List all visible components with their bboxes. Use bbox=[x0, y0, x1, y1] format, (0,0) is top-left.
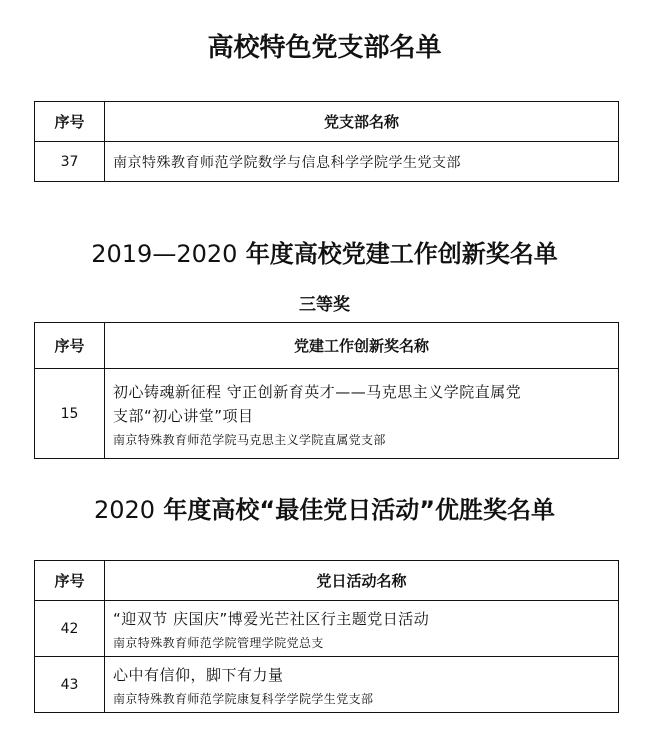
table-row bbox=[35, 369, 619, 459]
header-number: 序号 bbox=[35, 323, 105, 369]
row-name: 南京特殊教育师范学院数学与信息科学学院学生党支部 bbox=[113, 154, 461, 171]
table-row bbox=[35, 601, 619, 657]
header-name: 党支部名称 bbox=[105, 102, 619, 142]
row-name-line1: 初心铸魂新征程 守正创新育英才——马克思主义学院直属党 bbox=[113, 382, 522, 401]
row-number: 15 bbox=[35, 369, 105, 459]
header-name: 党日活动名称 bbox=[105, 561, 619, 601]
innovation-award-table bbox=[34, 322, 619, 459]
section3-title-rest: 年度高校“最佳党日活动”优胜奖名单 bbox=[155, 496, 555, 524]
row-unit: 南京特殊教育师范学院康复科学学院学生党支部 bbox=[113, 691, 374, 706]
section2-title-year: 2019—2020 bbox=[91, 240, 238, 268]
branch-table bbox=[34, 101, 619, 182]
header-number: 序号 bbox=[35, 102, 105, 142]
row-number: 42 bbox=[35, 601, 105, 657]
party-day-award-table bbox=[34, 560, 619, 713]
table-row bbox=[35, 142, 619, 182]
table-row bbox=[35, 657, 619, 713]
header-name: 党建工作创新奖名称 bbox=[105, 323, 619, 369]
row-number: 43 bbox=[35, 657, 105, 713]
row-entry-cell bbox=[105, 369, 619, 459]
row-unit: 南京特殊教育师范学院管理学院党总支 bbox=[113, 635, 324, 650]
row-unit: 南京特殊教育师范学院马克思主义学院直属党支部 bbox=[113, 432, 386, 447]
table-header-row bbox=[35, 323, 619, 369]
row-name: “迎双节 庆国庆”博爱光芒社区行主题党日活动 bbox=[113, 609, 430, 628]
row-number: 37 bbox=[35, 142, 105, 182]
section3-title bbox=[0, 490, 649, 525]
row-name-cell bbox=[105, 142, 619, 182]
header-number: 序号 bbox=[35, 561, 105, 601]
section2-title bbox=[0, 234, 649, 269]
row-name: 心中有信仰，脚下有力量 bbox=[113, 665, 284, 684]
section1-title: 高校特色党支部名单 bbox=[207, 33, 442, 63]
section2-subtitle: 三等奖 bbox=[299, 295, 350, 315]
section3-title-year: 2020 bbox=[94, 496, 156, 524]
section2-title-rest: 年度高校党建工作创新奖名单 bbox=[237, 240, 558, 268]
table-header-row bbox=[35, 102, 619, 142]
row-name-line2: 支部“初心讲堂”项目 bbox=[113, 406, 254, 425]
row-entry-cell bbox=[105, 601, 619, 657]
row-entry-cell bbox=[105, 657, 619, 713]
table-header-row bbox=[35, 561, 619, 601]
